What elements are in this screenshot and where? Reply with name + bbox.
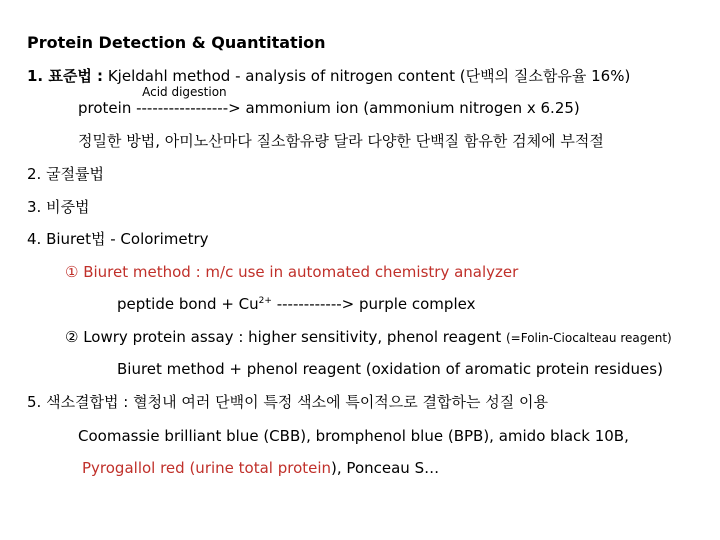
reaction-product: ammonium ion (ammonium nitrogen x 6.25)	[245, 99, 580, 117]
section-1-heading	[27, 66, 630, 86]
section-1-text: Kjeldahl method - analysis of nitrogen content (단백의 질소함유율 16%)	[107, 67, 631, 85]
lowry-note: (=Folin-Ciocalteau reagent)	[505, 331, 672, 345]
reactant-protein: protein	[78, 99, 132, 117]
biuret-reactants: peptide bond + Cu	[117, 295, 259, 313]
pyrogallol-red-text: Pyrogallol red (urine total protein	[82, 459, 332, 477]
page-title: Protein Detection & Quantitation	[27, 33, 326, 52]
reaction-arrow	[136, 85, 241, 118]
lowry-item	[65, 327, 672, 348]
kjeldahl-reaction	[78, 85, 580, 118]
dye-list-line-2	[82, 458, 439, 478]
section-2-heading: 2. 굴절률법	[27, 165, 105, 183]
lowry-text: ② Lowry protein assay : higher sensitivity, phenol reagent	[65, 328, 502, 346]
charge-superscript: 2+	[258, 296, 272, 306]
arrow-label: Acid digestion	[142, 85, 227, 99]
biuret-method-item: ① Biuret method : m/c use in automated chemistry analyzer	[65, 263, 519, 281]
section-4-heading: 4. Biuret법 - Colorimetry	[27, 230, 209, 248]
biuret-reaction	[117, 294, 475, 314]
arrow-glyph: ----------------->	[136, 99, 241, 117]
dye-list-line-1: Coomassie brilliant blue (CBB), bromphenol blue (BPB), amido black 10B,	[78, 427, 629, 445]
lowry-detail: Biuret method + phenol reagent (oxidation of aromatic protein residues)	[117, 360, 663, 378]
section-1-note: 정밀한 방법, 아미노산마다 질소함유량 달라 다양한 단백질 함유한 검체에 부적절	[78, 132, 604, 150]
section-5-heading: 5. 색소결합법 : 혈청내 여러 단백이 특정 색소에 특이적으로 결합하는 성질 이용	[27, 393, 549, 411]
biuret-product: ------------> purple complex	[276, 295, 476, 313]
section-1-prefix: 1. 표준법 :	[27, 67, 104, 85]
section-3-heading: 3. 비중법	[27, 198, 90, 216]
dye-list-line-2-rest: ), Ponceau S…	[331, 459, 440, 477]
